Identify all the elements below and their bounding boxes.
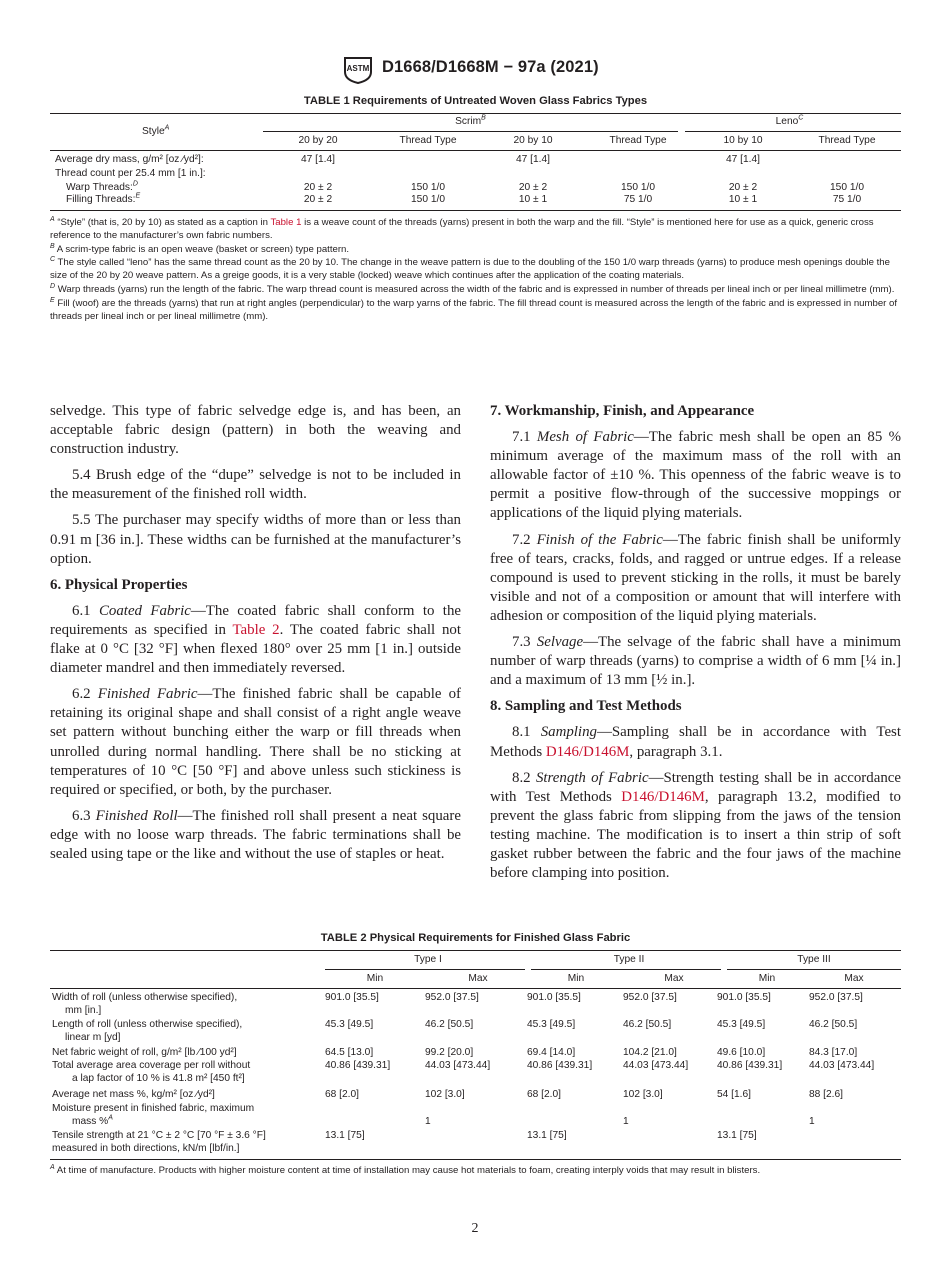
- table2-subhead: Max: [844, 973, 864, 984]
- table2-cell: 88 [2.6]: [809, 1089, 843, 1100]
- table1-subhead: 20 by 20: [298, 135, 338, 146]
- table2-cell: 1: [809, 1116, 815, 1127]
- footnote-b: $^B$ A scrim-type fabric is an open weave (basket or screen) type pattern.: [50, 242, 350, 255]
- table2-cell: 45.3 [49.5]: [527, 1019, 576, 1030]
- table1-scrim-header: Scrim$^B$: [455, 114, 486, 127]
- table1-cell: 150 1/0: [621, 182, 655, 193]
- table1-cell: 150 1/0: [830, 182, 864, 193]
- paragraph-5-4: 5.4 Brush edge of the “dupe” selvedge is not to be included in the measurement of the finished roll width.: [50, 467, 461, 503]
- table2-cell: 69.4 [14.0]: [527, 1047, 576, 1058]
- table2-subhead: Min: [366, 973, 384, 984]
- table1-subhead: Thread Type: [818, 135, 876, 146]
- table2-cell: 40.86 [439.31]: [527, 1060, 593, 1071]
- table2-cell: 13.1 [75]: [527, 1130, 567, 1141]
- footnote-c: $^C$ The style called “leno” has the same thread count as the 20 by 10. The change in the weave pattern is due to the doubling of the 150 1/0 warp threads (yarns) to produce mesh openings double the size of the 20 by 20 weave pattern. As a greige goods, it is a very stable (locked) weave which continues after the application of the coating materials.: [50, 256, 890, 282]
- d146-link[interactable]: D146/D146M: [621, 788, 705, 805]
- table1-cell: 10 ± 1: [518, 194, 548, 205]
- table1-caption: TABLE 1 Requirements of Untreated Woven Glass Fabrics Types: [303, 95, 648, 107]
- table2-cell: 54 [1.6]: [717, 1089, 751, 1100]
- section-7-heading: 7. Workmanship, Finish, and Appearance: [490, 403, 755, 419]
- table2-cell: 68 [2.0]: [325, 1089, 359, 1100]
- table1-row-label: Filling Threads:$^E$: [66, 192, 141, 205]
- table2-cell: 45.3 [49.5]: [325, 1019, 374, 1030]
- table2-cell: 952.0 [37.5]: [809, 992, 863, 1003]
- table2-cell: 901.0 [35.5]: [527, 992, 581, 1003]
- table2-cell: 68 [2.0]: [527, 1089, 561, 1100]
- table1-row-label: Warp Threads:$^D$: [66, 180, 138, 193]
- paragraph-6-1: 6.1 Coated Fabric—The coated fabric shall conform to the requirements as specified in Table 2. The coated fabric shall not flake at 0 °C [32 °F] when flexed 180° over 25 mm [1 in.] outside diameter mandrel and then immediately reversed.: [50, 602, 462, 677]
- table2-cell: 64.5 [13.0]: [325, 1047, 374, 1058]
- table2-footnote: $^A$ At time of manufacture. Products with higher moisture content at time of installation may cause hot materials to foam, creating interply voids that may result in blisters.: [50, 1163, 761, 1176]
- table1-cell: 20 ± 2: [303, 182, 333, 193]
- page-number: 2: [471, 1221, 479, 1236]
- table1-cell: 20 ± 2: [518, 182, 548, 193]
- right-column: [490, 402, 901, 890]
- table2-row-label: Total average area coverage per roll without: [52, 1060, 251, 1071]
- table2-group-rule: [325, 969, 525, 970]
- paragraph-6-3: 6.3 Finished Roll—The finished roll shall present a neat square edge with no loose warp threads. The fabric terminations shall be sealed using tape or the like and without the use of staples or heat.: [50, 807, 461, 862]
- table2-cell: 46.2 [50.5]: [623, 1019, 672, 1030]
- table1-row-label: Thread count per 25.4 mm [1 in.]:: [55, 168, 206, 179]
- table2-cell: 40.86 [439.31]: [325, 1060, 391, 1071]
- table1-cell: 150 1/0: [411, 194, 445, 205]
- table2-top-rule: [50, 950, 901, 951]
- paragraph-7-1: 7.1 Mesh of Fabric—The fabric mesh shall be open an 85 % minimum average of the maximum mass of the roll with an allowable factor of ±10 %. This openness of the fabric weave is to permit a positive flow-through of the successive moppings or applications of the liquid plying materials.: [490, 429, 901, 522]
- table1-cell: 20 ± 2: [303, 194, 333, 205]
- table2-row-label: Net fabric weight of roll, g/m² [lb ⁄100 yd²]: [52, 1047, 237, 1058]
- table2-group-head: Type III: [797, 954, 831, 965]
- table2-cell: 901.0 [35.5]: [717, 992, 771, 1003]
- table2-cell: 952.0 [37.5]: [425, 992, 479, 1003]
- table2-cell: 104.2 [21.0]: [623, 1047, 677, 1058]
- table2-group-head: Type I: [414, 954, 442, 965]
- table2-cell: 1: [623, 1116, 629, 1127]
- table2-cell: 45.3 [49.5]: [717, 1019, 766, 1030]
- table2-cell: 46.2 [50.5]: [425, 1019, 474, 1030]
- table2-row-label: Moisture present in finished fabric, maximum: [52, 1103, 255, 1114]
- footnote-e: $^E$ Fill (woof) are the threads (yarns) that run at right angles (perpendicular) to the warp yarns of the fabric. The fill thread count is measured across the length of the fabric and is expressed in number of threads per lineal inch or per lineal millimetre (mm).: [50, 296, 898, 322]
- left-column: [50, 402, 461, 871]
- table2-group-head: Type II: [613, 954, 645, 965]
- table2-cell: 1: [425, 1116, 431, 1127]
- table1-cell: 20 ± 2: [728, 182, 758, 193]
- table2-row-label: Tensile strength at 21 °C ± 2 °C [70 °F ± 3.6 °F]: [52, 1130, 266, 1141]
- table2-cell: 102 [3.0]: [425, 1089, 465, 1100]
- table2-row-label: a lap factor of 10 % is 41.8 m² [450 ft²]: [72, 1073, 245, 1084]
- table2-cell: 44.03 [473.44]: [623, 1060, 689, 1071]
- table2-row-label: Width of roll (unless otherwise specified),: [52, 992, 238, 1003]
- document-designation: D1668/D1668M − 97a (2021): [382, 58, 599, 76]
- paragraph-6-2: 6.2 Finished Fabric—The finished fabric shall be capable of retaining its original shape and shall consist of a right angle weave set pattern without bunching either the warp or fill threads when unrolled during normal handling. There shall be no sticking at temperatures of 10 °C [50 °F] and above unless such stickiness is required or specified, or both, by the purchaser.: [50, 686, 461, 798]
- table1-footnotes: [50, 217, 901, 324]
- table1: [50, 113, 901, 213]
- table2-cell: 901.0 [35.5]: [325, 992, 379, 1003]
- table2-cell: 13.1 [75]: [325, 1130, 365, 1141]
- table2-row-label: mm [in.]: [65, 1005, 102, 1016]
- table2-subhead: Max: [468, 973, 488, 984]
- footnote-a: $^A$ “Style” (that is, 20 by 10) as stated as a caption in Table 1 is a weave count of the threads (yarns) present in both the warp and the fill. “Style” is mentioned here for use as a quick, generic cross reference to the manufacturer’s own fabric numbers.: [50, 215, 874, 241]
- paragraph-7-2: 7.2 Finish of the Fabric—The fabric finish shall be uniformly free of tears, cracks, folds, and ragged or untrue edges. If a release compound is used to prevent sticking in the rolls, it must be barely visible and not of a composition or amount that will interfere with adhesion or composition of the liquid plying materials.: [490, 531, 901, 624]
- table2-row-label: Average net mass %, kg/m² [oz ⁄yd²]: [52, 1089, 215, 1100]
- table1-link[interactable]: Table 1: [270, 217, 302, 228]
- astm-logo-icon: [341, 54, 375, 84]
- table1-cell: 75 1/0: [832, 194, 862, 205]
- paragraph-7-3: 7.3 Selvage—The selvage of the fabric shall have a minimum number of warp threads (yarns) to comprise a width of 6 mm [¼ in.] and a maximum of 13 mm [½ in.].: [490, 634, 901, 689]
- table1-top-rule: [50, 113, 901, 114]
- table2-subhead: Min: [758, 973, 776, 984]
- table1-cell: 47 [1.4]: [726, 154, 760, 165]
- table2-cell: 84.3 [17.0]: [809, 1047, 858, 1058]
- page-header: [0, 54, 950, 84]
- table2-subhead: Max: [664, 973, 684, 984]
- paragraph-8-2: 8.2 Strength of Fabric—Strength testing shall be in accordance with Test Methods D146/D146M, paragraph 13.2, modified to prevent the glass fabric from slipping from the jaws of the tension testing machine. The modification is to insert a thin strip of soft gasket rubber between the fabric and the four jaws of the machine before clamping into position.: [490, 769, 901, 882]
- svg-text:ASTM: ASTM: [346, 64, 370, 73]
- table2-cell: 44.03 [473.44]: [809, 1060, 875, 1071]
- table1-leno-rule: [685, 131, 901, 132]
- table1-leno-header: Leno$^C$: [775, 114, 804, 127]
- table2-group-rule: [531, 969, 721, 970]
- d146-link[interactable]: D146/D146M: [545, 743, 630, 760]
- table1-subhead: Thread Type: [609, 135, 667, 146]
- table2-bottom-rule: [50, 1159, 901, 1160]
- table2-row-label: measured in both directions, kN/m [lbf/in.]: [52, 1143, 240, 1154]
- table1-subhead: Thread Type: [399, 135, 457, 146]
- table2-row-label: linear m [yd]: [65, 1032, 121, 1043]
- table2-row-label: Length of roll (unless otherwise specified),: [52, 1019, 243, 1030]
- table2-cell: 99.2 [20.0]: [425, 1047, 474, 1058]
- section-6-heading: 6. Physical Properties: [50, 576, 188, 593]
- table1-subhead: 20 by 10: [513, 135, 553, 146]
- table2-header-rule: [50, 988, 901, 989]
- footnote-d: $^D$ Warp threads (yarns) run the length of the fabric. The warp thread count is measured across the width of the fabric and is expressed in number of threads per lineal inch or per lineal millimetre (mm).: [50, 282, 895, 295]
- table2-caption: TABLE 2 Physical Requirements for Finished Glass Fabric: [320, 932, 631, 944]
- table2-cell: 13.1 [75]: [717, 1130, 757, 1141]
- paragraph-8-1: 8.1 Sampling—Sampling shall be in accordance with Test Methods D146/D146M, paragraph 3.1.: [490, 724, 901, 760]
- table2-cell: 952.0 [37.5]: [623, 992, 677, 1003]
- table1-cell: 10 ± 1: [728, 194, 758, 205]
- table2-cell: 46.2 [50.5]: [809, 1019, 858, 1030]
- table1-cell: 150 1/0: [411, 182, 445, 193]
- table1-scrim-rule: [263, 131, 678, 132]
- table1-cell: 75 1/0: [623, 194, 653, 205]
- table2-cell: 49.6 [10.0]: [717, 1047, 766, 1058]
- paragraph-selvedge: selvedge. This type of fabric selvedge edge is, and has been, an acceptable fabric design (pattern) in both the weaving and construction industry.: [50, 403, 461, 458]
- table2: [50, 950, 901, 1162]
- table1-header-rule: [50, 150, 901, 151]
- table1-bottom-rule: [50, 210, 901, 211]
- paragraph-5-5: 5.5 The purchaser may specify widths of more than or less than 0.91 m [36 in.]. These widths can be furnished at the manufacturer’s option.: [50, 512, 461, 567]
- table2-subhead: Min: [567, 973, 585, 984]
- table2-group-rule: [727, 969, 901, 970]
- table2-row-label: mass %$^A$: [72, 1114, 113, 1127]
- table2-cell: 102 [3.0]: [623, 1089, 663, 1100]
- table1-cell: 47 [1.4]: [516, 154, 550, 165]
- section-8-heading: 8. Sampling and Test Methods: [490, 698, 682, 715]
- table1-style-header: Style$^A$: [142, 124, 170, 137]
- table2-cell: 44.03 [473.44]: [425, 1060, 491, 1071]
- table1-row-label: Average dry mass, g/m² [oz ⁄yd²]:: [55, 154, 204, 165]
- table2-link[interactable]: Table 2: [232, 621, 280, 638]
- table2-cell: 40.86 [439.31]: [717, 1060, 783, 1071]
- table1-cell: 47 [1.4]: [301, 154, 335, 165]
- table1-subhead: 10 by 10: [723, 135, 763, 146]
